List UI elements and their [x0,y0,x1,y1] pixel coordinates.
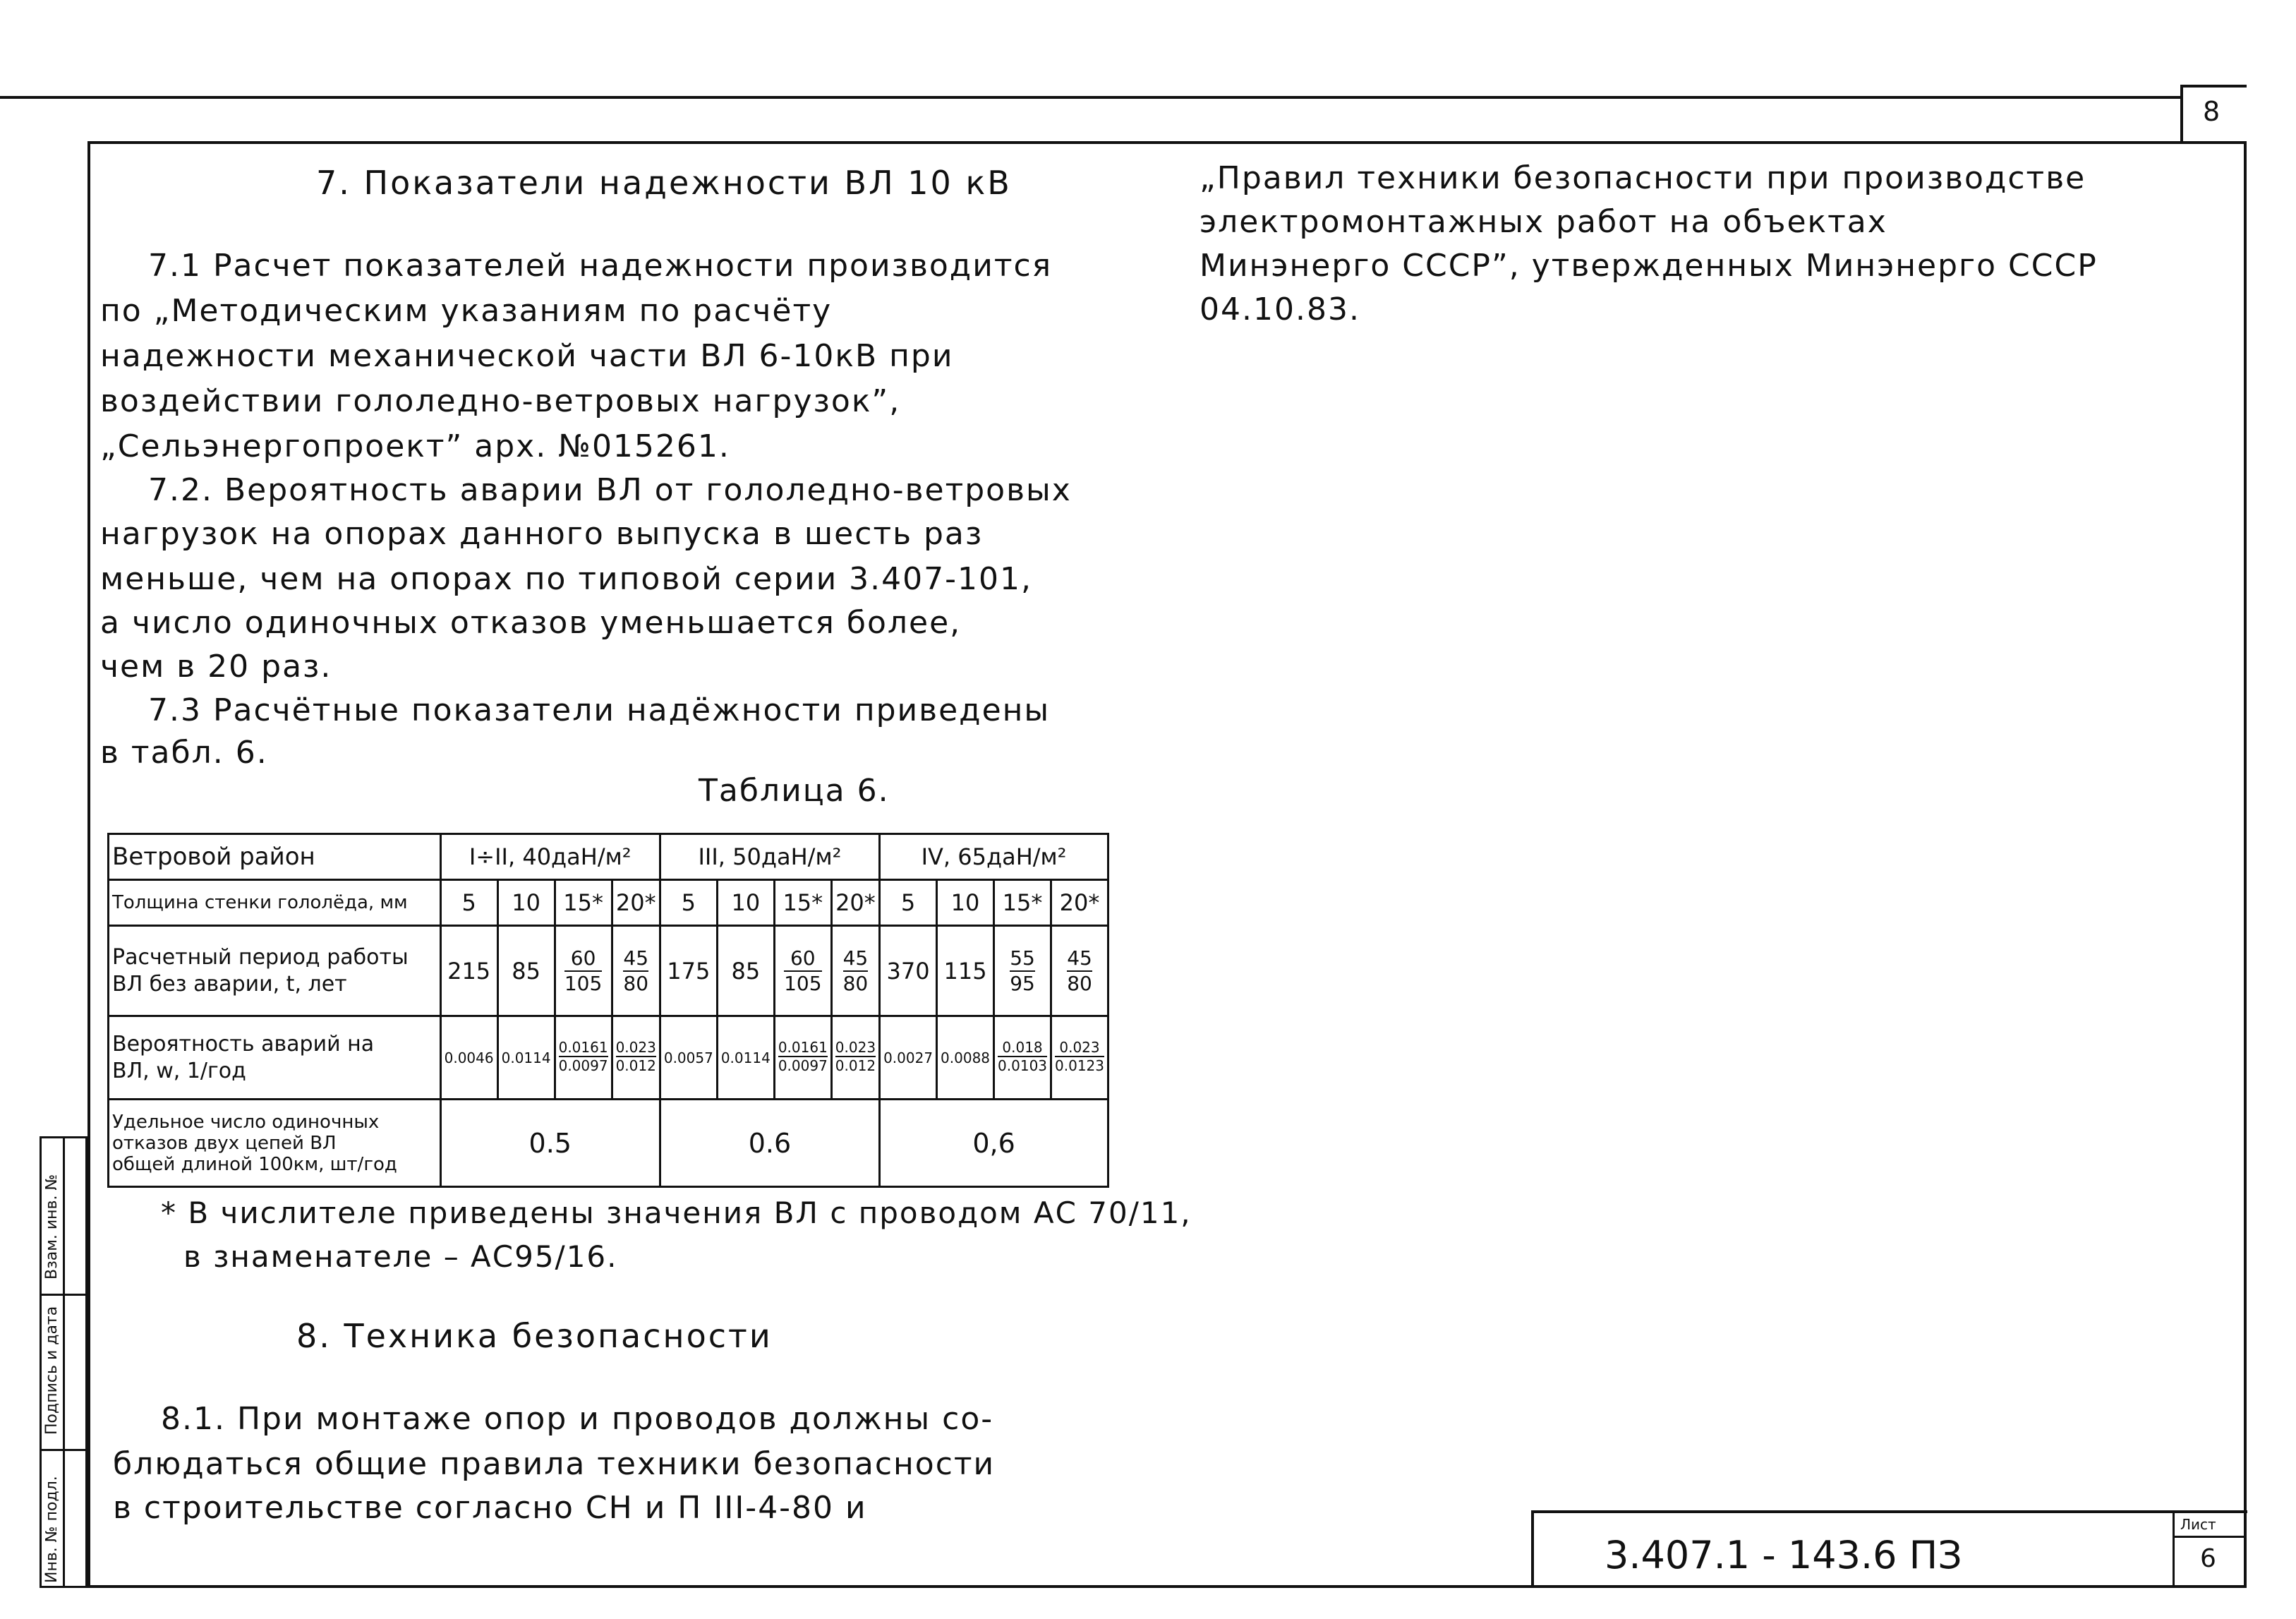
p7-2-line-4: а число одиночных отказов уменьшается более, [100,605,962,641]
frac-denominator: 0.012 [835,1057,876,1074]
table-cell [555,926,612,1016]
side-label-inv-original: Инв. № подл. [43,1476,61,1583]
p7-3-line-1: 7.3 Расчётные показатели надёжности приведены [148,692,1051,728]
table-cell: 15* [774,880,831,926]
table-cell [831,1016,879,1100]
p7-1-line-5: „Сельэнергопроект” арх. №015261. [100,428,730,464]
right-line-3: Минэнерго СССР”, утвержденных Минэнерго СССР [1200,248,2098,284]
table-cell [994,926,1051,1016]
p8-1-line-1: 8.1. При монтаже опор и проводов должны со- [161,1401,994,1437]
table-cell: 0.0114 [497,1016,555,1100]
table-cell: 10 [717,880,774,926]
frac-denominator: 105 [784,971,822,995]
frac-numerator: 60 [564,946,602,972]
p7-2-line-2: нагрузок на опорах данного выпуска в шесть раз [100,516,984,552]
right-line-2: электромонтажных работ на объектах [1200,204,1887,240]
p7-1-line-2: по „Методическим указаниям по расчёту [100,293,833,329]
stamp-sheet-box [2173,1513,2247,1588]
table-cell: 0,6 [880,1100,1108,1187]
stamp-code: 3.407.1 - 143.6 ПЗ [1605,1533,1962,1577]
table-title: Таблица 6. [699,773,890,809]
title-stamp [1531,1510,2247,1588]
frac-numerator: 0.018 [998,1039,1047,1057]
table-cell: 15* [994,880,1051,926]
p7-2-line-3: меньше, чем на опорах по типовой серии 3.407-101, [100,561,1032,597]
table-cell: 20* [831,880,879,926]
table-cell: 5 [440,880,497,926]
table-cell: 15* [555,880,612,926]
table-6 [107,833,1109,1188]
table-cell: 20* [612,880,660,926]
heading-7: 7. Показатели надежности ВЛ 10 кВ [316,164,1012,202]
table-cell [555,1016,612,1100]
row-probability-label-line-2: ВЛ, w, 1/год [112,1058,246,1083]
row-specific-label-line-1: Удельное число одиночных [112,1111,380,1133]
p7-1-line-3: надежности механической части ВЛ 6-10кВ при [100,338,954,374]
table-cell: 115 [937,926,994,1016]
table-cell [774,1016,831,1100]
table-cell: 0.0114 [717,1016,774,1100]
frac-numerator: 0.023 [615,1039,656,1056]
p8-1-line-2: блюдаться общие правила техники безопасности [113,1446,996,1482]
table-group-2: III, 50даН/м² [660,834,879,880]
table-cell: 0.6 [660,1100,879,1187]
table-cell: 0.0057 [660,1016,717,1100]
frac-numerator: 0.023 [835,1039,876,1056]
strip-inner-line [63,1138,65,1586]
frac-denominator: 0.0103 [998,1057,1048,1074]
footnote-line-1: * В числителе приведены значения ВЛ с проводом АС 70/11, [161,1196,1192,1230]
row-ice-thickness-label: Толщина стенки гололёда, мм [109,880,441,926]
row-period-label-line-1: Расчетный период работы [112,944,409,970]
frac-denominator: 0.012 [615,1057,656,1074]
frac-numerator: 0.023 [1055,1039,1104,1057]
top-sheet-number: 8 [2203,96,2221,127]
frac-denominator: 95 [1010,971,1035,995]
table-header-wind-region: Ветровой район [109,834,441,880]
table-cell: 5 [660,880,717,926]
frac-denominator: 80 [842,971,869,995]
table-group-1: I÷II, 40даН/м² [440,834,660,880]
table-cell [831,926,879,1016]
frac-numerator: 0.0161 [778,1039,828,1056]
frac-denominator: 0.0123 [1055,1057,1104,1074]
right-line-4: 04.10.83. [1200,291,1360,327]
frac-numerator: 45 [843,946,869,972]
frac-numerator: 60 [784,946,821,972]
row-probability-label-line-1: Вероятность аварий на [112,1031,375,1057]
p7-2-line-1: 7.2. Вероятность аварии ВЛ от гололедно-ветровых [148,472,1072,508]
frac-denominator: 0.0097 [558,1057,608,1074]
side-label-inv-replace: Взам. инв. № [43,1174,61,1280]
table-cell [1051,1016,1108,1100]
table-cell: 5 [880,880,937,926]
stamp-sheet-divider [2175,1536,2245,1538]
table-cell [1051,926,1108,1016]
table-group-3: IV, 65даН/м² [880,834,1108,880]
table-cell: 10 [937,880,994,926]
heading-8: 8. Техника безопасности [296,1317,773,1355]
stamp-sheet-label: Лист [2180,1516,2216,1533]
top-sheet-box [2180,85,2247,141]
frac-numerator: 0.0161 [558,1039,608,1056]
row-probability-label [109,1016,441,1100]
table-cell: 10 [497,880,555,926]
row-specific-label-line-2: отказов двух цепей ВЛ [112,1132,337,1154]
side-label-signature-date: Подпись и дата [43,1306,61,1435]
table-cell: 370 [880,926,937,1016]
table-cell [774,926,831,1016]
row-specific-label-line-3: общей длиной 100км, шт/год [112,1153,397,1175]
frac-numerator: 45 [1067,946,1092,972]
p7-1-line-1: 7.1 Расчет показателей надежности производится [148,248,1053,284]
frac-denominator: 105 [564,971,603,995]
row-specific-failures-label [109,1100,441,1187]
frac-numerator: 55 [1010,946,1035,972]
p8-1-line-3: в строительстве согласно СН и П III-4-80 и [113,1490,867,1526]
table-cell: 20* [1051,880,1108,926]
table-cell: 0.0027 [880,1016,937,1100]
frac-denominator: 80 [1067,971,1092,995]
p7-1-line-4: воздействии гололедно-ветровых нагрузок”, [100,383,901,419]
p7-3-line-2: в табл. 6. [100,735,268,771]
table-cell [994,1016,1051,1100]
row-period-label-line-2: ВЛ без аварии, t, лет [112,971,347,997]
frac-denominator: 0.0097 [778,1057,828,1074]
table-cell: 0.0088 [937,1016,994,1100]
row-period-label [109,926,441,1016]
p7-2-line-5: чем в 20 раз. [100,649,332,685]
table-cell [612,926,660,1016]
table-cell: 215 [440,926,497,1016]
table-cell: 175 [660,926,717,1016]
top-rule [0,96,2180,99]
stamp-sheet-value: 6 [2200,1544,2216,1573]
footnote-line-2: в знаменателе – АС95/16. [183,1239,618,1274]
right-line-1: „Правил техники безопасности при производстве [1200,160,2086,196]
table-cell: 0.0046 [440,1016,497,1100]
frac-denominator: 80 [623,971,649,995]
table-cell: 85 [497,926,555,1016]
table-cell: 85 [717,926,774,1016]
table-cell [612,1016,660,1100]
binding-strip [40,1136,87,1588]
frac-numerator: 45 [623,946,648,972]
table-cell: 0.5 [440,1100,660,1187]
